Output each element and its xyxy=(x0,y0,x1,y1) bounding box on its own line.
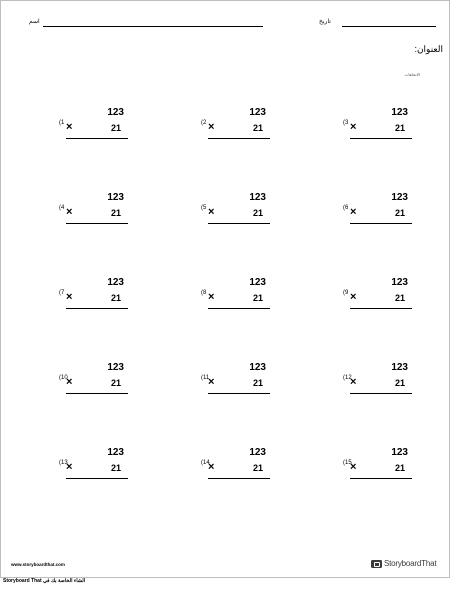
date-line xyxy=(342,26,436,27)
answer-line xyxy=(66,393,128,394)
answer-line xyxy=(208,223,270,224)
multiplicand: 123 xyxy=(391,192,408,203)
problem-number: (7 xyxy=(59,290,65,296)
problem-number: (2 xyxy=(201,120,207,126)
multiplier: 21 xyxy=(110,378,121,388)
problem-number: (1 xyxy=(59,120,65,126)
storyboard-logo-icon xyxy=(371,560,382,568)
multiplicand: 123 xyxy=(249,277,266,288)
multiplier: 21 xyxy=(110,463,121,473)
problem-number: (9 xyxy=(343,290,349,296)
multiplicand: 123 xyxy=(249,192,266,203)
multiplicand: 123 xyxy=(391,277,408,288)
multiply-sign: × xyxy=(350,461,357,473)
multiply-sign: × xyxy=(350,121,357,133)
multiplier: 21 xyxy=(110,293,121,303)
multiply-sign: × xyxy=(208,206,215,218)
answer-line xyxy=(350,478,412,479)
problem-number: (3 xyxy=(343,120,349,126)
problem-2 xyxy=(201,107,271,147)
multiply-sign: × xyxy=(66,376,73,388)
problem-5 xyxy=(201,192,271,232)
problem-number: (5 xyxy=(201,205,207,211)
date-label: تاريخ xyxy=(319,19,331,25)
multiplicand: 123 xyxy=(391,447,408,458)
problem-7 xyxy=(59,277,129,317)
answer-line xyxy=(208,478,270,479)
answer-line xyxy=(350,393,412,394)
multiply-sign: × xyxy=(66,206,73,218)
answer-line xyxy=(350,308,412,309)
problem-number: (10 xyxy=(59,375,68,381)
answer-line xyxy=(66,308,128,309)
multiplicand: 123 xyxy=(107,192,124,203)
answer-line xyxy=(66,223,128,224)
answer-line xyxy=(350,223,412,224)
multiplicand: 123 xyxy=(249,447,266,458)
multiply-sign: × xyxy=(66,461,73,473)
multiplier: 21 xyxy=(252,208,263,218)
problem-number: (11 xyxy=(201,375,210,381)
name-line xyxy=(43,26,263,27)
answer-line xyxy=(208,308,270,309)
problem-12 xyxy=(343,362,413,402)
multiply-sign: × xyxy=(208,461,215,473)
multiply-sign: × xyxy=(66,291,73,303)
multiplicand: 123 xyxy=(391,107,408,118)
multiplier: 21 xyxy=(394,463,405,473)
problem-15 xyxy=(343,447,413,487)
problem-8 xyxy=(201,277,271,317)
multiply-sign: × xyxy=(350,291,357,303)
problem-number: (15 xyxy=(343,460,352,466)
storyboard-logo xyxy=(371,559,441,569)
problem-6 xyxy=(343,192,413,232)
multiplier: 21 xyxy=(394,293,405,303)
multiplicand: 123 xyxy=(249,362,266,373)
problem-number: (13 xyxy=(59,460,68,466)
multiply-sign: × xyxy=(208,121,215,133)
multiplier: 21 xyxy=(252,123,263,133)
problem-number: (12 xyxy=(343,375,352,381)
multiplier: 21 xyxy=(252,463,263,473)
multiply-sign: × xyxy=(66,121,73,133)
multiplicand: 123 xyxy=(391,362,408,373)
problem-number: (6 xyxy=(343,205,349,211)
answer-line xyxy=(66,138,128,139)
problem-3 xyxy=(343,107,413,147)
problem-number: (4 xyxy=(59,205,65,211)
answer-line xyxy=(350,138,412,139)
multiply-sign: × xyxy=(208,291,215,303)
multiply-sign: × xyxy=(350,376,357,388)
problem-14 xyxy=(201,447,271,487)
multiplier: 21 xyxy=(394,378,405,388)
multiply-sign: × xyxy=(350,206,357,218)
directions-text: الاتجاهات xyxy=(404,72,420,77)
name-label: اسم xyxy=(29,19,40,25)
problem-1 xyxy=(59,107,129,147)
answer-line xyxy=(208,138,270,139)
multiplier: 21 xyxy=(394,208,405,218)
footer-url: www.storyboardthat.com xyxy=(11,562,65,567)
multiplicand: 123 xyxy=(107,107,124,118)
problem-number: (14 xyxy=(201,460,210,466)
logo-text: StoryboardThat xyxy=(384,559,437,568)
multiplicand: 123 xyxy=(107,277,124,288)
multiplicand: 123 xyxy=(107,447,124,458)
multiplicand: 123 xyxy=(249,107,266,118)
multiplier: 21 xyxy=(252,378,263,388)
multiplier: 21 xyxy=(394,123,405,133)
problem-13 xyxy=(59,447,129,487)
problem-4 xyxy=(59,192,129,232)
problem-9 xyxy=(343,277,413,317)
multiplier: 21 xyxy=(110,123,121,133)
worksheet-title-label: العنوان: xyxy=(414,44,443,54)
problem-10 xyxy=(59,362,129,402)
multiplier: 21 xyxy=(252,293,263,303)
answer-line xyxy=(66,478,128,479)
multiplier: 21 xyxy=(110,208,121,218)
multiply-sign: × xyxy=(208,376,215,388)
footer-credit: Storyboard That الشاء الخاصة بك في xyxy=(3,578,86,584)
problem-11 xyxy=(201,362,271,402)
multiplicand: 123 xyxy=(107,362,124,373)
answer-line xyxy=(208,393,270,394)
problem-number: (8 xyxy=(201,290,207,296)
